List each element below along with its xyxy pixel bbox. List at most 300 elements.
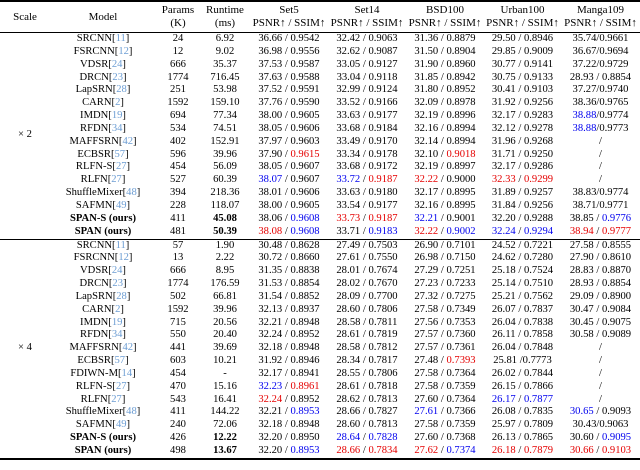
- psnr-value: 26.04: [491, 316, 516, 328]
- psnr-value: 32.19: [414, 110, 439, 122]
- set5-cell: [250, 265, 328, 278]
- set5-cell: [250, 161, 328, 174]
- psnr-value: 32.16: [414, 122, 439, 134]
- ssim-value: 0.9590: [290, 97, 320, 109]
- model-name: SPAN-S (ours): [69, 432, 136, 444]
- set14-cell: [328, 394, 406, 407]
- value-separator: /: [515, 71, 524, 83]
- citation-link[interactable]: 48: [126, 187, 137, 199]
- value-separator: /: [515, 148, 524, 160]
- ssim-value: 0.9103: [523, 84, 554, 96]
- value-separator: /: [360, 84, 369, 96]
- value-separator: /: [360, 110, 369, 122]
- ssim-value: 0.9063: [368, 33, 398, 44]
- manga109-cell: [561, 329, 640, 342]
- ssim-value: 0.9133: [523, 71, 554, 83]
- header-row: [0, 1, 640, 33]
- citation-link[interactable]: 27: [115, 380, 127, 392]
- ssim-value: 0.9608: [290, 212, 320, 224]
- value-separator: /: [438, 290, 447, 302]
- bsd100-cell: [406, 33, 484, 46]
- psnr-value: 36.67: [572, 45, 597, 57]
- params-cell: 1774: [167, 278, 189, 290]
- psnr-value: 27.23: [414, 278, 439, 290]
- citation-link[interactable]: 28: [116, 84, 127, 96]
- value-separator: /: [438, 342, 447, 354]
- psnr-value: 32.33: [491, 174, 516, 186]
- value-separator: /: [438, 329, 447, 341]
- manga109-cell: [561, 381, 640, 394]
- runtime-cell: 56.09: [213, 161, 237, 173]
- urban100-cell: [484, 265, 561, 278]
- urban100-cell: [484, 200, 561, 213]
- ssim-value: 0.9183: [368, 225, 398, 237]
- model-cell: CARN[2]: [82, 97, 124, 109]
- citation-link[interactable]: 57: [114, 355, 126, 367]
- set14-cell: [328, 278, 406, 291]
- citation-link[interactable]: 27: [115, 161, 127, 173]
- psnr-value: 36.66: [258, 33, 283, 44]
- set5-cell: [250, 123, 328, 136]
- psnr-value: 27.58: [414, 303, 439, 315]
- value-separator: /: [515, 84, 524, 96]
- ssim-value: 0.8995: [446, 199, 476, 211]
- ssim-value: 0.7837: [523, 303, 554, 315]
- citation-link[interactable]: 2: [115, 303, 121, 315]
- value-separator: /: [593, 265, 602, 277]
- psnr-value: 28.58: [336, 316, 361, 328]
- psnr-value: 38.05: [258, 122, 283, 134]
- psnr-value: 30.72: [258, 252, 283, 264]
- ssim-value: 0.9603: [290, 135, 320, 147]
- psnr-value: 37.53: [258, 58, 283, 70]
- model-name: ShuffleMixer: [65, 406, 123, 418]
- psnr-value: 32.16: [414, 199, 439, 211]
- set14-cell: [328, 291, 406, 304]
- psnr-value: 30.47: [569, 303, 594, 315]
- manga109-cell: [561, 226, 640, 239]
- ssim-value: 0.7670: [368, 278, 398, 290]
- ssim-value: 0.8953: [290, 445, 320, 456]
- model-cell: ECBSR[57]: [77, 148, 129, 160]
- model-name: MAFFSRN: [69, 135, 119, 147]
- manga109-cell: [561, 59, 640, 72]
- ssim-value: 0.9286: [523, 161, 554, 173]
- set14-cell: [328, 97, 406, 110]
- ssim-value: 0.9095: [601, 432, 632, 444]
- set14-cell: [328, 200, 406, 213]
- value-separator: /: [438, 135, 447, 147]
- set5-cell: [250, 317, 328, 330]
- citation-link[interactable]: 27: [111, 174, 122, 186]
- value-separator: /: [438, 212, 447, 224]
- params-cell: 394: [170, 187, 186, 199]
- psnr-value: 31.35: [258, 265, 283, 277]
- runtime-cell: 74.51: [213, 122, 237, 134]
- set5-cell: [250, 46, 328, 59]
- citation-link[interactable]: 49: [115, 199, 127, 211]
- psnr-value: 25.97: [491, 419, 516, 431]
- psnr-value: 30.58: [569, 329, 594, 341]
- manga109-cell: [561, 419, 640, 432]
- runtime-cell: 118.07: [210, 199, 240, 211]
- ssim-value: 0.9093: [601, 406, 632, 418]
- psnr-value: 33.54: [336, 199, 361, 211]
- ssim-value: 0.7233: [446, 278, 476, 290]
- bsd100-cell: [406, 97, 484, 110]
- manga109-cell: [561, 304, 640, 317]
- model-cell: ShuffleMixer[48]: [65, 406, 141, 418]
- params-cell: 454: [170, 367, 186, 379]
- value-separator: /: [596, 122, 600, 134]
- ssim-value: 0.9250: [523, 148, 554, 160]
- set5-cell: [250, 226, 328, 239]
- value-separator: /: [438, 432, 447, 444]
- params-cell: 527: [170, 174, 186, 186]
- ssim-value: 0.7510: [523, 278, 554, 290]
- citation-link[interactable]: 27: [111, 393, 122, 405]
- col-sublabel: PSNR↑ / SSIM↑: [330, 17, 404, 29]
- citation-link[interactable]: 49: [115, 419, 127, 431]
- value-separator: /: [438, 33, 447, 44]
- ssim-value: 0.7353: [446, 316, 476, 328]
- citation-link[interactable]: 57: [114, 148, 126, 160]
- table-row: [0, 33, 640, 46]
- set14-cell: [328, 432, 406, 445]
- manga109-cell: [561, 265, 640, 278]
- model-cell: FSRCNN[12]: [73, 45, 133, 57]
- ssim-value: 0.9740: [599, 84, 629, 96]
- value-separator: /: [360, 199, 369, 211]
- ssim-value: 0.8952: [446, 84, 476, 96]
- value-separator: /: [282, 367, 291, 379]
- citation-link[interactable]: 42: [122, 342, 134, 354]
- citation-link[interactable]: 19: [111, 316, 123, 328]
- model-name: ECBSR: [77, 148, 111, 160]
- params-cell: 1592: [167, 97, 189, 109]
- psnr-value: 38.36: [572, 97, 597, 109]
- table-row: [0, 84, 640, 97]
- value-separator: /: [438, 278, 447, 290]
- bsd100-cell: [406, 368, 484, 381]
- runtime-cell: -: [223, 367, 227, 379]
- value-separator: /: [438, 161, 447, 173]
- set14-cell: [328, 406, 406, 419]
- psnr-value: 26.02: [491, 367, 516, 379]
- ssim-value: 0.9170: [368, 135, 398, 147]
- value-separator: /: [360, 380, 369, 392]
- ssim-value: 0.7848: [523, 342, 554, 354]
- model-cell: FSRCNN[12]: [73, 252, 133, 264]
- ssim-value: 0.7773: [522, 355, 552, 367]
- value-separator: /: [360, 225, 369, 237]
- psnr-value: 27.58: [414, 367, 439, 379]
- manga109-cell: [561, 213, 640, 226]
- model-name: FSRCNN: [73, 252, 115, 264]
- bsd100-cell: [406, 161, 484, 174]
- psnr-value: 38.07: [258, 174, 283, 186]
- ssim-value: 0.9087: [368, 45, 398, 57]
- bsd100-cell: [406, 110, 484, 123]
- value-separator: /: [360, 187, 369, 199]
- urban100-cell: [484, 213, 561, 226]
- model-cell: ECBSR[57]: [77, 355, 129, 367]
- col-label: BSD100: [426, 4, 464, 16]
- citation-link[interactable]: 12: [118, 45, 129, 57]
- psnr-value: 32.22: [414, 174, 439, 186]
- psnr-value: 31.50: [414, 45, 439, 57]
- value-separator: /: [438, 122, 447, 134]
- urban100-cell: [484, 368, 561, 381]
- citation-link[interactable]: 24: [111, 58, 123, 70]
- ssim-value: 0.9608: [290, 225, 320, 237]
- runtime-cell: 39.69: [213, 342, 237, 354]
- model-name: RFDN: [80, 329, 109, 341]
- value-separator: /: [360, 71, 369, 83]
- citation-link[interactable]: 24: [111, 265, 123, 277]
- value-separator: /: [282, 212, 291, 224]
- ssim-value: 0.9607: [290, 161, 320, 173]
- params-cell: 666: [170, 265, 186, 277]
- value-separator: /: [515, 161, 524, 173]
- table-body: [0, 33, 640, 459]
- citation-link[interactable]: 48: [126, 406, 137, 418]
- psnr-value: 26.15: [491, 380, 516, 392]
- citation-link[interactable]: 23: [112, 71, 124, 83]
- citation-link[interactable]: 2: [115, 97, 121, 109]
- psnr-value: 32.18: [258, 419, 283, 431]
- set14-cell: [328, 33, 406, 46]
- psnr-value: 27.61: [414, 406, 439, 418]
- psnr-value: 30.75: [491, 71, 516, 83]
- ssim-value: 0.9256: [523, 97, 554, 109]
- psnr-value: 33.68: [336, 122, 361, 134]
- citation-link[interactable]: 14: [121, 367, 133, 379]
- set5-cell: [250, 406, 328, 419]
- psnr-value: 32.20: [258, 432, 283, 444]
- params-cell: 534: [170, 122, 186, 134]
- citation-link[interactable]: 19: [111, 110, 123, 122]
- ssim-value: 0.9661: [599, 33, 629, 44]
- ssim-value: 0.9605: [290, 110, 320, 122]
- psnr-value: 33.63: [336, 187, 361, 199]
- psnr-value: 27.57: [414, 329, 439, 341]
- ssim-value: 0.8978: [446, 97, 476, 109]
- psnr-value: 32.10: [414, 148, 439, 160]
- model-name: MAFFSRN: [69, 342, 119, 354]
- bsd100-cell: [406, 149, 484, 162]
- value-separator: /: [593, 406, 602, 418]
- citation-link[interactable]: 28: [116, 290, 127, 302]
- psnr-value: 30.45: [569, 316, 594, 328]
- value-separator: /: [515, 419, 524, 431]
- model-name: RFDN: [80, 122, 109, 134]
- psnr-value: 32.09: [414, 97, 439, 109]
- value-separator: /: [438, 355, 447, 367]
- set14-cell: [328, 239, 406, 252]
- col-label: Set14: [354, 4, 380, 16]
- psnr-value: 27.29: [414, 265, 439, 277]
- ssim-value: 0.7865: [523, 432, 554, 444]
- ssim-value: 0.7806: [368, 303, 398, 315]
- value-separator: /: [596, 110, 600, 122]
- ssim-value: 0.7364: [446, 393, 476, 405]
- table-row: [0, 136, 640, 149]
- value-separator: /: [517, 355, 523, 367]
- ssim-value: 0.7524: [523, 265, 554, 277]
- ssim-value: 0.8904: [446, 45, 476, 57]
- value-separator: /: [282, 380, 291, 392]
- runtime-cell: 77.34: [213, 110, 237, 122]
- urban100-cell: [484, 46, 561, 59]
- set14-cell: [328, 72, 406, 85]
- runtime-cell: 9.02: [215, 45, 235, 57]
- psnr-value: 37.22: [572, 58, 597, 70]
- set14-cell: [328, 161, 406, 174]
- value-separator: /: [596, 33, 600, 44]
- citation-link[interactable]: 11: [115, 239, 126, 251]
- set5-cell: [250, 239, 328, 252]
- citation-link[interactable]: 12: [118, 252, 129, 264]
- set14-cell: [328, 174, 406, 187]
- ssim-value: 0.9607: [290, 174, 320, 186]
- model-cell: RLFN-S[27]: [75, 380, 131, 392]
- urban100-cell: [484, 174, 561, 187]
- value-separator: /: [593, 432, 602, 444]
- model-cell: SRCNN[11]: [76, 33, 130, 44]
- psnr-value: 31.89: [491, 187, 516, 199]
- value-separator: /: [438, 252, 447, 264]
- psnr-value: 26.07: [491, 303, 516, 315]
- urban100-cell: [484, 187, 561, 200]
- bsd100-cell: [406, 187, 484, 200]
- psnr-value: 33.49: [336, 135, 361, 147]
- params-cell: 411: [170, 406, 186, 418]
- bsd100-cell: [406, 381, 484, 394]
- citation-link[interactable]: 34: [111, 329, 123, 341]
- runtime-cell: 20.56: [213, 316, 237, 328]
- runtime-cell: 13.67: [213, 445, 237, 456]
- ssim-value: 0.7366: [446, 406, 476, 418]
- value-separator: /: [360, 316, 369, 328]
- value-separator: /: [438, 58, 447, 70]
- ssim-value: 0.9587: [290, 58, 320, 70]
- citation-link[interactable]: 34: [111, 122, 123, 134]
- ssim-value: 0.9777: [601, 225, 632, 237]
- citation-link[interactable]: 23: [112, 278, 124, 290]
- manga109-cell: [561, 123, 640, 136]
- runtime-cell: 152.91: [210, 135, 240, 147]
- psnr-value: 33.52: [336, 97, 361, 109]
- urban100-cell: [484, 394, 561, 407]
- set5-cell: [250, 149, 328, 162]
- model-name: CARN: [82, 303, 112, 315]
- psnr-value: 37.97: [258, 135, 283, 147]
- manga109-cell: [561, 355, 640, 368]
- scale-label: × 4: [0, 239, 50, 459]
- psnr-value: 33.05: [336, 58, 361, 70]
- set5-cell: [250, 213, 328, 226]
- set5-cell: [250, 278, 328, 291]
- set5-cell: [250, 445, 328, 459]
- value-separator: /: [360, 355, 369, 367]
- value-separator: /: [282, 110, 291, 122]
- value-separator: /: [515, 342, 524, 354]
- psnr-value: 32.99: [336, 84, 361, 96]
- ssim-value: 0.7828: [368, 432, 398, 444]
- ssim-value: 0.9615: [290, 148, 320, 160]
- table-row: [0, 355, 640, 368]
- psnr-value: 38.71: [572, 199, 597, 211]
- bsd100-cell: [406, 123, 484, 136]
- urban100-cell: [484, 304, 561, 317]
- params-cell: 715: [170, 316, 186, 328]
- bsd100-cell: [406, 406, 484, 419]
- model-cell: MAFFSRN[42]: [69, 342, 137, 354]
- table-row: [0, 291, 640, 304]
- psnr-value: 37.27: [572, 84, 597, 96]
- value-separator: /: [360, 265, 369, 277]
- ssim-value: 0.7359: [446, 419, 476, 431]
- citation-link[interactable]: 11: [115, 33, 126, 44]
- table-row: [0, 226, 640, 239]
- col-sublabel: PSNR↑ / SSIM↑: [252, 17, 326, 29]
- ssim-value: 0.9172: [368, 161, 398, 173]
- set14-cell: [328, 381, 406, 394]
- value-separator: /: [515, 278, 524, 290]
- set14-cell: [328, 329, 406, 342]
- value-separator: /: [596, 97, 600, 109]
- ssim-value: 0.9588: [290, 71, 320, 83]
- table-row: [0, 252, 640, 265]
- model-name: SAFMN: [75, 199, 113, 211]
- psnr-value: 32.18: [258, 342, 283, 354]
- runtime-cell: 50.39: [213, 225, 237, 237]
- citation-link[interactable]: 42: [122, 135, 134, 147]
- model-name: ECBSR: [77, 355, 111, 367]
- manga109-cell: [561, 432, 640, 445]
- ssim-value: 0.7280: [523, 252, 554, 264]
- value-separator: /: [360, 148, 369, 160]
- table-row: [0, 46, 640, 59]
- value-separator: /: [515, 58, 524, 70]
- psnr-value: 28.55: [336, 367, 361, 379]
- ssim-value: 0.9556: [290, 45, 320, 57]
- psnr-value: 31.36: [414, 33, 439, 44]
- ssim-value: 0.9278: [523, 122, 554, 134]
- urban100-cell: [484, 149, 561, 162]
- psnr-value: 26.17: [491, 393, 516, 405]
- col-label: Scale: [13, 10, 37, 23]
- model-name: SPAN-S (ours): [69, 212, 136, 224]
- ssim-value: 0.7349: [446, 303, 476, 315]
- runtime-cell: 66.81: [213, 290, 237, 302]
- manga109-cell: [561, 445, 640, 459]
- value-separator: /: [596, 58, 600, 70]
- psnr-value: 28.02: [336, 278, 361, 290]
- set5-cell: [250, 136, 328, 149]
- col-header-scale: [0, 1, 50, 33]
- col-sublabel: PSNR↑ / SSIM↑: [408, 17, 482, 29]
- model-name: DRCN: [79, 278, 109, 290]
- value-separator: /: [360, 33, 369, 44]
- set5-cell: [250, 252, 328, 265]
- col-header-runtime: [200, 1, 250, 33]
- value-separator: /: [515, 174, 524, 186]
- params-cell: 454: [170, 161, 186, 173]
- value-separator: /: [596, 187, 600, 199]
- model-name: VDSR: [80, 58, 109, 70]
